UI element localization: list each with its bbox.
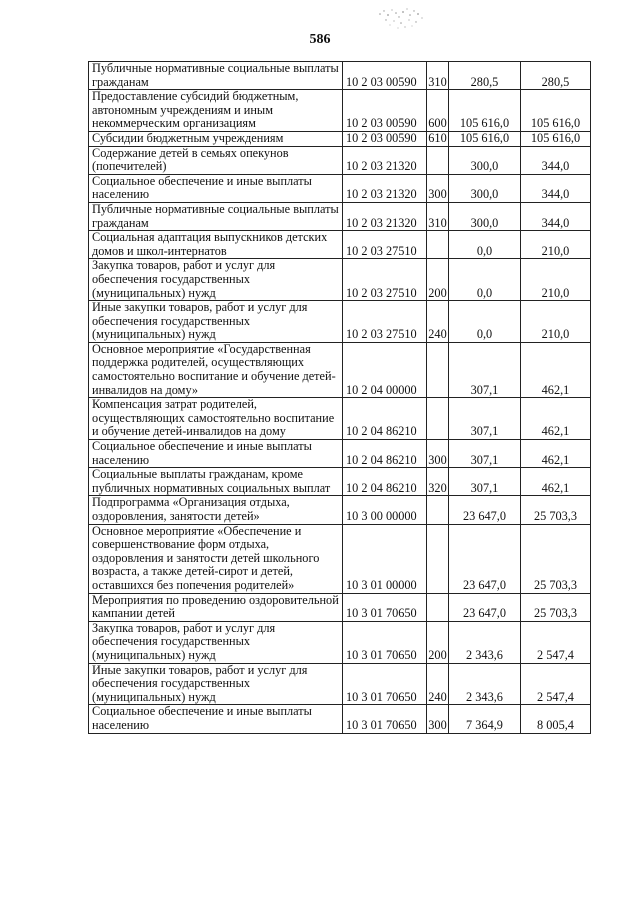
table-row xyxy=(89,468,591,496)
expense-type-cell: 310 xyxy=(427,202,449,230)
expense-type-cell: 240 xyxy=(427,301,449,343)
row-name-cell: Основное мероприятие «Обеспечение и совершенствование форм отдыха, оздоровления и занятости детей школьного возраста, а также детей-сирот и детей, оставшихся без попечения родителей» xyxy=(89,524,343,593)
amount-year2-cell: 462,1 xyxy=(521,398,591,440)
table-row xyxy=(89,202,591,230)
amount-year2-cell: 210,0 xyxy=(521,231,591,259)
budget-code-cell: 10 2 03 21320 xyxy=(343,202,427,230)
row-name-cell: Компенсация затрат родителей, осуществляющих самостоятельно воспитание и обучение детей-инвалидов на дому xyxy=(89,398,343,440)
budget-code-cell: 10 3 01 70650 xyxy=(343,705,427,733)
amount-year2-cell: 25 703,3 xyxy=(521,496,591,524)
table-row xyxy=(89,301,591,343)
expense-type-cell: 320 xyxy=(427,468,449,496)
amount-year2-cell: 105 616,0 xyxy=(521,90,591,132)
budget-code-cell: 10 2 03 27510 xyxy=(343,301,427,343)
amount-year1-cell: 307,1 xyxy=(449,468,521,496)
expense-type-cell: 610 xyxy=(428,131,447,145)
amount-year2-cell: 462,1 xyxy=(521,342,591,397)
amount-year2-cell: 8 005,4 xyxy=(521,705,591,733)
amount-year1-cell: 2 343,6 xyxy=(449,663,521,705)
table-row xyxy=(89,259,591,301)
amount-year1-cell: 307,1 xyxy=(449,440,521,468)
table-row xyxy=(89,174,591,202)
table-row xyxy=(89,440,591,468)
row-name-cell: Предоставление субсидий бюджетным, автономным учреждениям и иным некоммерческим организациям xyxy=(89,90,343,132)
amount-year1-cell: 300,0 xyxy=(449,174,521,202)
budget-code-cell: 10 3 00 00000 xyxy=(343,496,427,524)
table-row xyxy=(89,663,591,705)
amount-year2-cell: 344,0 xyxy=(521,174,591,202)
amount-year2-cell: 462,1 xyxy=(521,468,591,496)
amount-year1-cell: 23 647,0 xyxy=(449,496,521,524)
amount-year1-cell: 23 647,0 xyxy=(449,593,521,621)
row-name-cell: Субсидии бюджетным учреждениям xyxy=(89,131,343,146)
expense-type-cell: 200 xyxy=(427,621,449,663)
amount-year1-cell: 0,0 xyxy=(449,231,521,259)
amount-year2-cell: 344,0 xyxy=(521,202,591,230)
row-name-cell: Основное мероприятие «Государственная поддержка родителей, осуществляющих самостоятельно воспитание и обучение детей-инвалидов на дому» xyxy=(89,342,343,397)
table-body xyxy=(89,62,591,734)
expense-type-cell xyxy=(427,231,449,259)
amount-year1-cell: 0,0 xyxy=(449,301,521,343)
amount-year1-cell: 307,1 xyxy=(449,342,521,397)
amount-year2-cell: 25 703,3 xyxy=(521,593,591,621)
row-name-cell: Закупка товаров, работ и услуг для обеспечения государственных (муниципальных) нужд xyxy=(89,259,343,301)
row-name-cell: Публичные нормативные социальные выплаты гражданам xyxy=(89,62,343,90)
row-name-cell: Содержание детей в семьях опекунов (попечителей) xyxy=(89,146,343,174)
amount-year1-cell: 23 647,0 xyxy=(449,524,521,593)
budget-code-cell: 10 2 03 27510 xyxy=(343,259,427,301)
row-name-cell: Социальное обеспечение и иные выплаты населению xyxy=(89,174,343,202)
table-row xyxy=(89,131,591,146)
expense-type-cell: 600 xyxy=(427,90,449,132)
row-name-cell: Социальное обеспечение и иные выплаты населению xyxy=(89,440,343,468)
budget-code-cell: 10 2 03 27510 xyxy=(343,231,427,259)
budget-code-cell: 10 2 04 86210 xyxy=(343,440,427,468)
table-row xyxy=(89,62,591,90)
table-row xyxy=(89,398,591,440)
expense-type-cell: 300 xyxy=(427,705,449,733)
expense-type-cell xyxy=(427,146,449,174)
row-name-cell: Публичные нормативные социальные выплаты гражданам xyxy=(89,202,343,230)
row-name-cell: Закупка товаров, работ и услуг для обеспечения государственных (муниципальных) нужд xyxy=(89,621,343,663)
expense-type-cell xyxy=(427,398,449,440)
scan-noise-mark xyxy=(374,6,434,36)
page-number: 586 xyxy=(309,32,331,47)
budget-code-cell: 10 3 01 70650 xyxy=(343,663,427,705)
budget-code-cell: 10 2 03 00590 xyxy=(343,90,427,132)
amount-year2-cell: 2 547,4 xyxy=(521,621,591,663)
budget-code-cell: 10 2 03 21320 xyxy=(343,146,427,174)
expense-type-cell xyxy=(427,524,449,593)
row-name-cell: Иные закупки товаров, работ и услуг для обеспечения государственных (муниципальных) нужд xyxy=(89,301,343,343)
expense-type-cell: 300 xyxy=(427,440,449,468)
amount-year1-cell: 7 364,9 xyxy=(449,705,521,733)
expense-type-cell xyxy=(427,496,449,524)
amount-year1-cell: 300,0 xyxy=(449,146,521,174)
expense-type-cell: 200 xyxy=(427,259,449,301)
amount-year1-cell: 307,1 xyxy=(449,398,521,440)
expense-type-cell: 300 xyxy=(427,174,449,202)
table-row xyxy=(89,231,591,259)
amount-year1-cell: 300,0 xyxy=(449,202,521,230)
row-name-cell: Подпрограмма «Организация отдыха, оздоровления, занятости детей» xyxy=(89,496,343,524)
table-row xyxy=(89,524,591,593)
amount-year2-cell: 210,0 xyxy=(521,301,591,343)
expense-type-cell xyxy=(427,593,449,621)
table-row xyxy=(89,621,591,663)
amount-year2-cell: 2 547,4 xyxy=(521,663,591,705)
amount-year2-cell: 25 703,3 xyxy=(521,524,591,593)
amount-year1-cell: 280,5 xyxy=(449,62,521,90)
budget-code-cell: 10 2 03 00590 xyxy=(343,62,427,90)
expense-type-cell xyxy=(427,342,449,397)
row-name-cell: Социальные выплаты гражданам, кроме публичных нормативных социальных выплат xyxy=(89,468,343,496)
expense-type-cell: 240 xyxy=(427,663,449,705)
budget-code-cell: 10 2 03 00590 xyxy=(343,131,427,146)
amount-year2-cell: 344,0 xyxy=(521,146,591,174)
budget-table xyxy=(88,61,591,734)
table-row xyxy=(89,342,591,397)
row-name-cell: Иные закупки товаров, работ и услуг для обеспечения государственных (муниципальных) нужд xyxy=(89,663,343,705)
table-row xyxy=(89,146,591,174)
table-row xyxy=(89,593,591,621)
amount-year2-cell: 280,5 xyxy=(521,62,591,90)
amount-year1-cell: 105 616,0 xyxy=(449,90,521,132)
budget-code-cell: 10 3 01 70650 xyxy=(343,621,427,663)
row-name-cell: Социальное обеспечение и иные выплаты населению xyxy=(89,705,343,733)
amount-year2-cell: 462,1 xyxy=(521,440,591,468)
budget-code-cell: 10 2 04 86210 xyxy=(343,398,427,440)
table-row xyxy=(89,90,591,132)
budget-code-cell: 10 3 01 70650 xyxy=(343,593,427,621)
budget-code-cell: 10 2 03 21320 xyxy=(343,174,427,202)
amount-year2-cell: 105 616,0 xyxy=(521,131,591,146)
expense-type-cell: 310 xyxy=(427,62,449,90)
amount-year2-cell: 210,0 xyxy=(521,259,591,301)
table-row xyxy=(89,705,591,733)
budget-code-cell: 10 3 01 00000 xyxy=(343,524,427,593)
amount-year1-cell: 0,0 xyxy=(449,259,521,301)
row-name-cell: Социальная адаптация выпускников детских домов и школ-интернатов xyxy=(89,231,343,259)
budget-code-cell: 10 2 04 86210 xyxy=(343,468,427,496)
amount-year1-cell: 2 343,6 xyxy=(449,621,521,663)
amount-year1-cell: 105 616,0 xyxy=(449,131,521,146)
row-name-cell: Мероприятия по проведению оздоровительной кампании детей xyxy=(89,593,343,621)
budget-code-cell: 10 2 04 00000 xyxy=(343,342,427,397)
table-row xyxy=(89,496,591,524)
